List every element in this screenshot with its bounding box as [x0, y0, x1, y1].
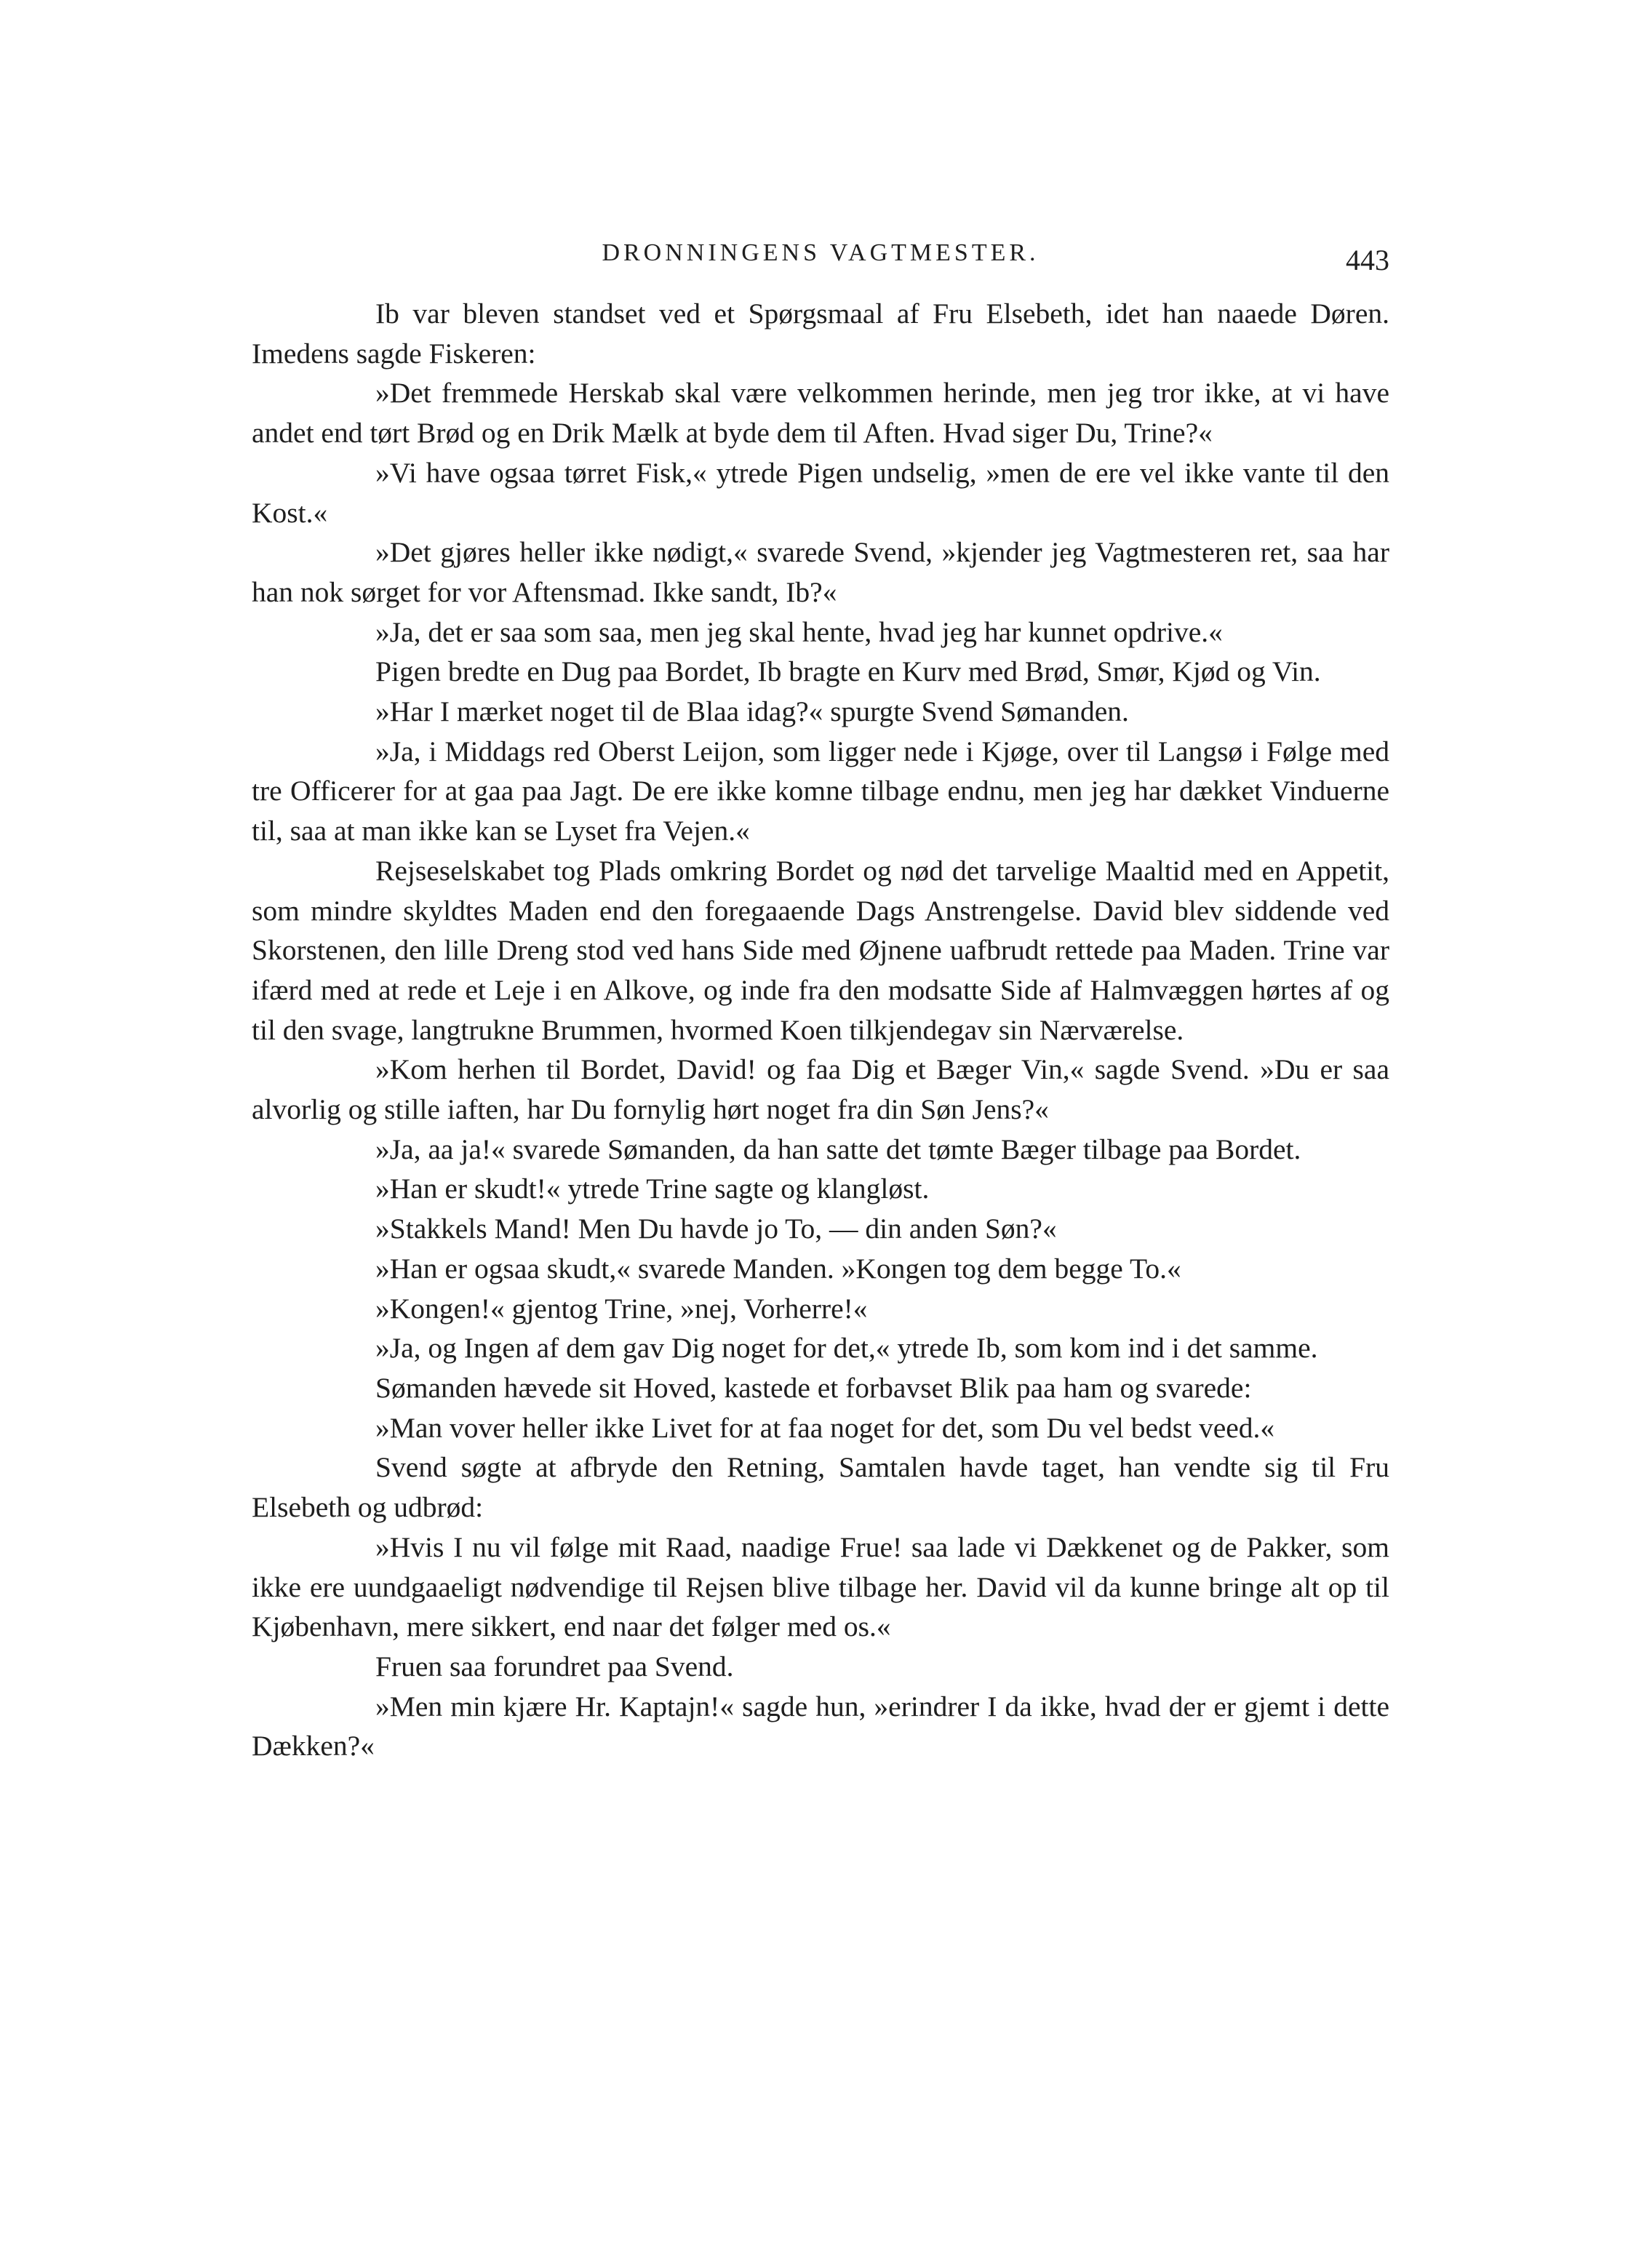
paragraph: Svend søgte at afbryde den Retning, Samtalen havde taget, han vendte sig til Fru Elsebeth og udbrød:: [252, 1451, 1389, 1524]
paragraph: »Ja, det er saa som saa, men jeg skal hente, hvad jeg har kunnet opdrive.«: [375, 615, 1223, 648]
paragraph: »Stakkels Mand! Men Du havde jo To, — din anden Søn?«: [375, 1213, 1057, 1245]
paragraph: »Kongen!« gjentog Trine, »nej, Vorherre!«: [375, 1292, 868, 1325]
paragraph: »Det gjøres heller ikke nødigt,« svarede Svend, »kjender jeg Vagtmesteren ret, saa har han nok sørget for vor Aftensmad. Ikke sandt, Ib?«: [252, 536, 1389, 608]
paragraph: »Han er ogsaa skudt,« svarede Manden. »Kongen tog dem begge To.«: [375, 1252, 1181, 1285]
paragraph: »Ja, og Ingen af dem gav Dig noget for det,« ytrede Ib, som kom ind i det samme.: [375, 1332, 1318, 1365]
running-title: DRONNINGENS VAGTMESTER.: [602, 239, 1040, 266]
body-text: [252, 294, 1389, 1766]
paragraph: Ib var bleven standset ved et Spørgsmaal af Fru Elsebeth, idet han naaede Døren. Imedens sagde Fiskeren:: [252, 298, 1389, 370]
paragraph: Rejseselskabet tog Plads omkring Bordet og nød det tarvelige Maaltid med en Appetit, som mindre skyldtes Maden end den foregaaende Dags Anstrengelse. David blev siddende ved Skorstenen, den lille Dreng stod ved hans Side med Øjnene uafbrudt rettede paa Maden. Trine var ifærd med at rede et Leje i en Alkove, og inde fra den modsatte Side af Halmvæggen hørtes af og til den svage, langtrukne Brummen, hvormed Koen tilkjendegav sin Nærværelse.: [252, 854, 1389, 1046]
paragraph: »Vi have ogsaa tørret Fisk,« ytrede Pigen undselig, »men de ere vel ikke vante til den Kost.«: [252, 456, 1389, 529]
paragraph: »Ja, aa ja!« svarede Sømanden, da han satte det tømte Bæger tilbage paa Bordet.: [375, 1133, 1301, 1165]
paragraph: »Man vover heller ikke Livet for at faa noget for det, som Du vel bedst veed.«: [375, 1411, 1275, 1444]
paragraph: »Han er skudt!« ytrede Trine sagte og klangløst.: [375, 1173, 930, 1205]
paragraph: Fruen saa forundret paa Svend.: [375, 1650, 734, 1682]
paragraph: Pigen bredte en Dug paa Bordet, Ib bragte en Kurv med Brød, Smør, Kjød og Vin.: [375, 655, 1321, 688]
paragraph: »Har I mærket noget til de Blaa idag?« spurgte Svend Sømanden.: [375, 695, 1129, 728]
paragraph: »Men min kjære Hr. Kaptajn!« sagde hun, »erindrer I da ikke, hvad der er gjemt i dette Dækken?«: [252, 1690, 1389, 1762]
paragraph: Sømanden hævede sit Hoved, kastede et forbavset Blik paa ham og svarede:: [375, 1371, 1252, 1404]
paragraph: »Ja, i Middags red Oberst Leijon, som ligger nede i Kjøge, over til Langsø i Følge med tre Officerer for at gaa paa Jagt. De ere ikke komne tilbage endnu, men jeg har dækket Vinduerne til, saa at man ikke kan se Lyset fra Vejen.«: [252, 735, 1389, 847]
paragraph: »Det fremmede Herskab skal være velkommen herinde, men jeg tror ikke, at vi have andet end tørt Brød og en Drik Mælk at byde dem til Aften. Hvad siger Du, Trine?«: [252, 377, 1389, 450]
page-number: 443: [1346, 244, 1389, 276]
running-head: [252, 231, 1389, 275]
paragraph: »Hvis I nu vil følge mit Raad, naadige Frue! saa lade vi Dækkenet og de Pakker, som ikke ere uundgaaeligt nødvendige til Rejsen blive tilbage her. David vil da kunne bringe alt op til Kjøbenhavn, mere sikkert, end naar det følger med os.«: [252, 1530, 1389, 1643]
paragraph: »Kom herhen til Bordet, David! og faa Dig et Bæger Vin,« sagde Svend. »Du er saa alvorlig og stille iaften, har Du fornylig hørt noget fra din Søn Jens?«: [252, 1053, 1389, 1126]
